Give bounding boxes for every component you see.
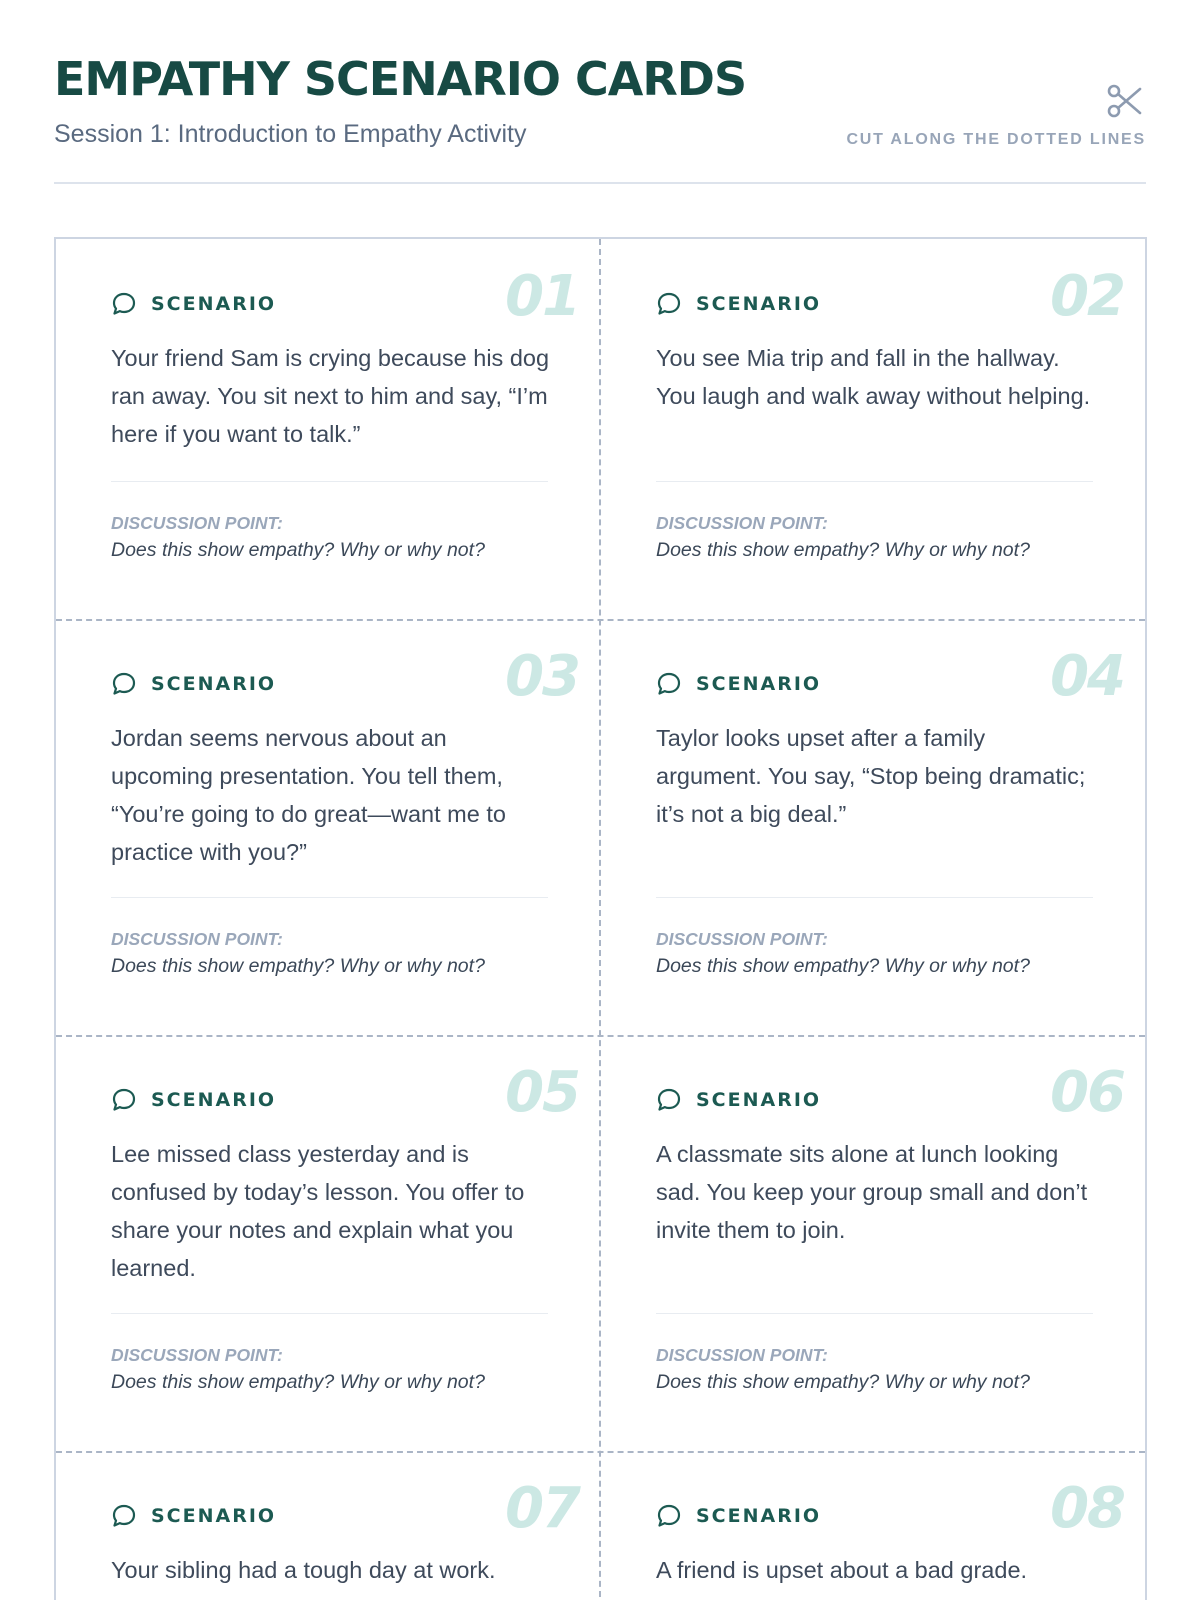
scenario-card (601, 1451, 1144, 1600)
discussion-label: DISCUSSION POINT: (111, 513, 283, 533)
scenario-header (656, 671, 821, 697)
discussion-question: Does this show empathy? Why or why not? (656, 955, 1030, 977)
scenario-card (56, 619, 599, 1035)
scenario-header (111, 1087, 276, 1113)
card-number: 04 (1050, 644, 1124, 709)
scenario-text: You see Mia trip and fall in the hallway. You laugh and walk away without helping. (656, 345, 1091, 409)
scenario-label: SCENARIO (151, 673, 277, 695)
scenario-card (601, 1035, 1144, 1451)
scenario-card (56, 1035, 599, 1451)
cut-instructions: CUT ALONG THE DOTTED LINES (846, 131, 1146, 148)
speech-bubble-icon (111, 291, 137, 317)
scenario-card (56, 239, 599, 619)
scenario-text: Your sibling had a tough day at work. (111, 1557, 496, 1583)
card-number: 01 (505, 264, 579, 329)
scenario-card (56, 1451, 599, 1600)
page-subtitle: Session 1: Introduction to Empathy Activity (54, 120, 527, 148)
card-divider (656, 1313, 1093, 1314)
card-number: 03 (505, 644, 579, 709)
discussion-question: Does this show empathy? Why or why not? (111, 955, 485, 977)
discussion-question: Does this show empathy? Why or why not? (656, 1371, 1030, 1393)
speech-bubble-icon (111, 1087, 137, 1113)
scenario-label: SCENARIO (696, 1505, 822, 1527)
scenario-card (601, 619, 1144, 1035)
card-divider (111, 481, 548, 482)
scenario-header (656, 1087, 821, 1113)
scenario-text: Taylor looks upset after a family argument. You say, “Stop being dramatic; it’s not a big deal.” (656, 725, 1086, 827)
card-divider (656, 481, 1093, 482)
discussion-label: DISCUSSION POINT: (656, 1345, 828, 1365)
speech-bubble-icon (656, 1503, 682, 1529)
page-header (54, 0, 1146, 184)
scenario-text: Your friend Sam is crying because his dog ran away. You sit next to him and say, “I’m here if you want to talk.” (111, 345, 550, 447)
discussion-question: Does this show empathy? Why or why not? (111, 1371, 485, 1393)
scenario-text: Jordan seems nervous about an upcoming presentation. You tell them, “You’re going to do great—want me to practice with you?” (111, 725, 506, 865)
discussion-question: Does this show empathy? Why or why not? (656, 539, 1030, 561)
speech-bubble-icon (656, 291, 682, 317)
card-number: 06 (1050, 1060, 1124, 1125)
speech-bubble-icon (111, 671, 137, 697)
scissors-icon (1106, 82, 1144, 120)
card-divider (111, 1313, 548, 1314)
scenario-label: SCENARIO (696, 673, 822, 695)
scenario-card (601, 239, 1144, 619)
card-divider (656, 897, 1093, 898)
scenario-text: A friend is upset about a bad grade. (656, 1557, 1028, 1583)
page-title: EMPATHY SCENARIO CARDS (54, 52, 747, 106)
scenario-text: Lee missed class yesterday and is confused by today’s lesson. You offer to share your notes and explain what you learned. (111, 1141, 525, 1281)
scenario-label: SCENARIO (151, 1505, 277, 1527)
discussion-label: DISCUSSION POINT: (656, 929, 828, 949)
discussion-label: DISCUSSION POINT: (111, 1345, 283, 1365)
scenario-header (656, 1503, 821, 1529)
scenario-label: SCENARIO (151, 1089, 277, 1111)
scenario-text: A classmate sits alone at lunch looking sad. You keep your group small and don’t invite them to join. (656, 1141, 1088, 1243)
card-grid (54, 237, 1147, 1600)
card-number: 02 (1050, 264, 1124, 329)
speech-bubble-icon (656, 1087, 682, 1113)
card-divider (111, 897, 548, 898)
card-number: 05 (505, 1060, 579, 1125)
card-number: 07 (505, 1476, 579, 1541)
discussion-label: DISCUSSION POINT: (656, 513, 828, 533)
scenario-header (656, 291, 821, 317)
discussion-label: DISCUSSION POINT: (111, 929, 283, 949)
scenario-header (111, 671, 276, 697)
card-number: 08 (1050, 1476, 1124, 1541)
scenario-header (111, 291, 276, 317)
scenario-label: SCENARIO (151, 293, 277, 315)
scenario-label: SCENARIO (696, 293, 822, 315)
speech-bubble-icon (656, 671, 682, 697)
speech-bubble-icon (111, 1503, 137, 1529)
discussion-question: Does this show empathy? Why or why not? (111, 539, 485, 561)
scenario-label: SCENARIO (696, 1089, 822, 1111)
scenario-header (111, 1503, 276, 1529)
